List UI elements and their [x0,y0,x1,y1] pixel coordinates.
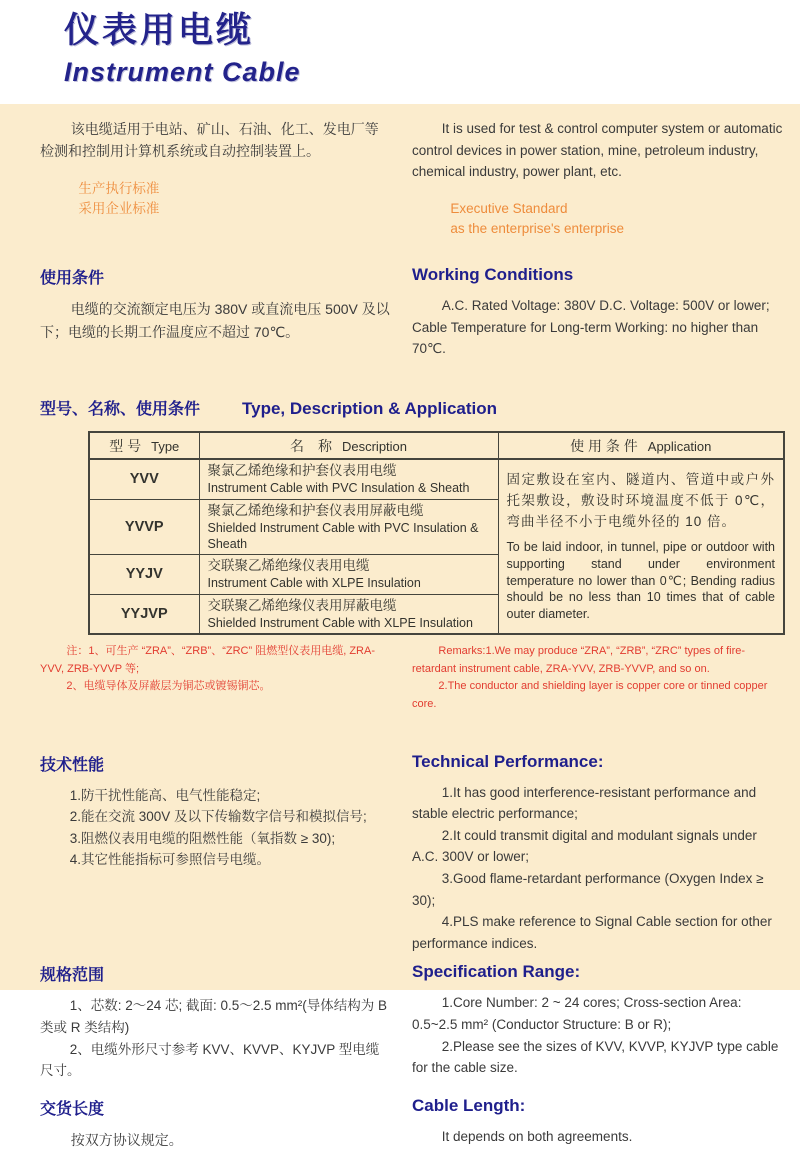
header-desc-zh: 名 称 [289,437,332,454]
length-zh-column [40,1096,392,1151]
specification-item-en: 2.Please see the sizes of KVV, KVVP, KYJVP type cable for the cable size. [412,1038,779,1076]
specification-item-en: 1.Core Number: 2 ~ 24 cores; Cross-section Area: 0.5~2.5 mm² (Conductor Structure: B or R); [412,995,742,1032]
type-code: YVV [89,459,199,499]
standard-line-zh-1: 生产执行标准 [78,180,160,196]
header-cell-type [89,432,199,459]
remark-zh-2: 2、电缆导体及屏蔽层为铜芯或镀锡铜芯。 [66,680,271,693]
technical-performance-section [40,752,786,955]
header-cell-application [498,432,784,459]
standard-block-en [412,199,786,240]
technical-heading-zh: 技术性能 [40,756,105,774]
intro-paragraph-zh: 该电缆适用于电站、矿山、石油、化工、发电厂等检测和控制用计算机系统或自动控制装置上。 [40,121,379,160]
remarks-en [412,643,786,713]
technical-item-zh: 1.防干扰性能高、电气性能稳定; [69,787,261,803]
technical-item-en: 2.It could transmit digital and modulant signals under A.C. 300V or lower; [412,827,757,865]
type-code: YYJVP [89,594,199,634]
header-app-zh: 使 用 条 件 [570,437,638,454]
specification-zh-column [40,962,392,1081]
type-section [40,396,786,714]
application-zh: 固定敷设在室内、隧道内、管道中或户外托架敷设，敷设时环境温度不低于 0℃，弯曲半径不小于电缆外径的 10 倍。 [506,472,775,529]
specification-item-zh: 1、芯数: 2～24 芯; 截面: 0.5～2.5 mm²(导体结构为 B 类或 R 类结构) [40,998,387,1035]
technical-item-en: 3.Good flame-retardant performance (Oxygen Index ≥ 30); [412,870,764,908]
header-type-en: Type [151,438,180,454]
description-zh: 交联聚乙烯绝缘仪表用电缆 [207,558,370,574]
type-heading-zh: 型号、名称、使用条件 [40,401,201,419]
working-en-column [412,265,786,360]
remark-zh-1: 注：1、可生产 “ZRA”、“ZRB”、“ZRC” 阻燃型仪表用电缆, ZRA-YVV, ZRB-YVVP 等; [40,645,375,675]
description-en: Shielded Instrument Cable with XLPE Insulation [207,615,473,630]
description-cell [199,555,498,594]
type-code: YYJV [89,555,199,594]
type-code: YVVP [89,499,199,555]
length-heading-zh: 交货长度 [40,1100,105,1118]
technical-heading-en: Technical Performance: [412,751,604,771]
working-zh-column [40,265,392,360]
description-en: Instrument Cable with PVC Insulation & Sheath [207,481,470,496]
working-body-en: A.C. Rated Voltage: 380V D.C. Voltage: 500V or lower; Cable Temperature for Long-term Working: no higher than 70℃. [412,298,770,357]
technical-item-en: 1.It has good interference-resistant performance and stable electric performance; [412,784,757,822]
technical-list-en [412,782,786,955]
standard-line-zh-2: 采用企业标准 [78,201,160,217]
specification-item-zh: 2、电缆外形尺寸参考 KVV、KVVP、KYJVP 型电缆尺寸。 [40,1041,380,1079]
description-zh: 聚氯乙烯绝缘和护套仪表用屏蔽电缆 [207,502,424,518]
page-body [0,104,800,1151]
description-zh: 交联聚乙烯绝缘仪表用屏蔽电缆 [207,597,397,613]
description-cell [199,499,498,555]
type-table-head [89,432,784,459]
type-heading-en: Type, Description & Application [242,399,498,419]
technical-item-zh: 2.能在交流 300V 及以下传输数字信号和模拟信号; [69,809,367,825]
standard-block-zh [40,179,392,220]
working-heading-zh: 使用条件 [40,270,105,288]
technical-item-en: 4.PLS make reference to Signal Cable section for other performance indices. [412,914,772,951]
header-app-en: Application [647,438,712,454]
intro-en-column [412,118,786,239]
length-body-en: It depends on both agreements. [441,1128,633,1144]
description-en: Instrument Cable with XLPE Insulation [207,576,421,591]
type-table-body [89,459,784,634]
standard-line-en-2: as the enterprise's enterprise [450,221,625,237]
type-table-header-row [89,432,784,459]
intro-paragraph-en: It is used for test & control computer system or automatic control devices in power station, mine, petroleum industry, chemical industry, power plant, etc. [412,121,783,180]
description-en: Shielded Instrument Cable with PVC Insulation & Sheath [207,520,479,551]
remark-en-2: 2.The conductor and shielding layer is copper core or tinned copper core. [412,680,768,710]
application-en: To be laid indoor, in tunnel, pipe or outdoor with supporting stand under environment temperature no lower than 0℃; Bending radius should be no less than 10 times that of cable outer diameter. [506,539,775,622]
cable-length-section [40,1096,786,1151]
technical-item-zh: 3.阻燃仪表用电缆的阻燃性能（氧指数 ≥ 30); [69,830,336,846]
description-zh: 聚氯乙烯绝缘和护套仪表用电缆 [207,463,397,479]
technical-item-zh: 4.其它性能指标可参照信号电缆。 [69,852,270,868]
technical-en-column [412,752,786,955]
header-desc-en: Description [341,438,408,454]
technical-list-zh [40,785,392,871]
length-body-zh: 按双方协议规定。 [70,1131,183,1148]
header-type-zh: 型 号 [109,437,142,454]
intro-zh-column [40,118,392,239]
specification-list-en [412,992,786,1078]
page-title-en: Instrument Cable [64,56,301,87]
specification-en-column [412,962,786,1081]
specification-list-zh [40,995,392,1081]
type-table [88,431,785,635]
technical-zh-column [40,752,392,955]
length-en-column [412,1096,786,1151]
length-heading-en: Cable Length: [412,1095,526,1115]
specification-heading-en: Specification Range: [412,962,581,982]
application-cell [498,459,784,634]
remarks-section [40,643,786,713]
working-conditions-section [40,265,786,360]
specification-range-section [40,962,786,1081]
specification-heading-zh: 规格范围 [40,967,105,985]
standard-line-en-1: Executive Standard [450,200,568,216]
description-cell [199,459,498,499]
remarks-zh [40,643,396,713]
working-heading-en: Working Conditions [412,265,574,285]
page-header [0,0,800,104]
table-row [89,459,784,499]
page-title-zh: 仪表用电缆 [64,11,255,50]
intro-section [40,118,786,239]
working-body-zh: 电缆的交流额定电压为 380V 或直流电压 500V 及以下；电缆的长期工作温度应不超过 70℃。 [40,301,390,340]
description-cell [199,594,498,634]
remark-en-1: Remarks:1.We may produce “ZRA”, “ZRB”, “ZRC” types of fire-retardant instrument cable, ZRA-YVV, ZRB-YVVP, and so on. [412,645,746,675]
header-cell-description [199,432,498,459]
type-section-heading [40,396,786,419]
